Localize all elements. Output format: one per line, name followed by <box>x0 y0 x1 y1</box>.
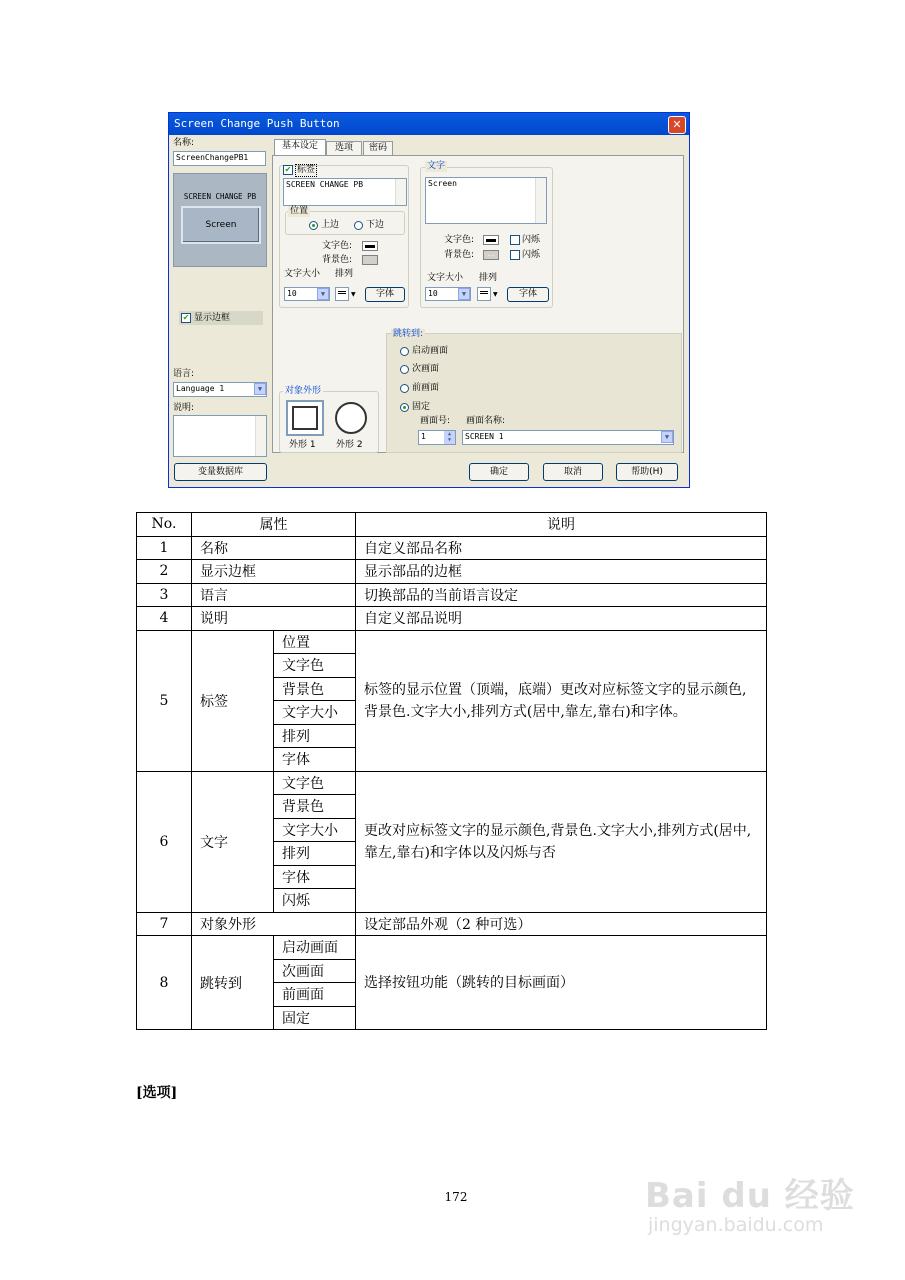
jump-fixed-label: 固定 <box>412 402 431 412</box>
screen-name-label: 画面名称: <box>466 416 506 426</box>
shape-2-option[interactable] <box>332 400 370 436</box>
tab-password[interactable]: 密码 <box>363 141 393 155</box>
label-font-size-select[interactable] <box>284 287 330 301</box>
label-text-color-label: 文字色: <box>322 241 353 251</box>
row-no: 4 <box>137 607 192 631</box>
description-scrollbar[interactable] <box>255 416 266 456</box>
table-row <box>137 936 767 960</box>
jump-start-radio[interactable] <box>400 347 409 356</box>
row-sub: 固定 <box>274 1006 356 1030</box>
text-input[interactable]: Screen <box>425 177 547 224</box>
text-align-dropdown-icon[interactable]: ▼ <box>493 291 498 298</box>
label-text-color-fill <box>365 245 375 248</box>
row-prop: 文字 <box>192 771 274 912</box>
screen-name-value: SCREEN 1 <box>465 432 504 441</box>
label-align-icon[interactable] <box>335 287 349 301</box>
table-row <box>137 560 767 584</box>
align-lines <box>480 291 488 294</box>
row-sub: 文字大小 <box>274 818 356 842</box>
table-header-row <box>137 513 767 537</box>
text-font-button[interactable]: 字体 <box>507 287 549 302</box>
label-checkbox[interactable]: ✔ <box>284 165 292 174</box>
position-bottom-label: 下边 <box>366 220 385 230</box>
row-sub: 字体 <box>274 748 356 772</box>
description-textarea[interactable] <box>173 415 267 457</box>
row-desc: 自定义部品说明 <box>356 607 767 631</box>
row-sub: 背景色 <box>274 677 356 701</box>
row-sub: 位置 <box>274 630 356 654</box>
row-prop: 显示边框 <box>192 560 356 584</box>
row-sub: 闪烁 <box>274 889 356 913</box>
variable-db-button[interactable]: 变量数据库 <box>174 463 267 481</box>
text-bg-color-label: 背景色: <box>444 250 475 260</box>
row-no: 5 <box>137 630 192 771</box>
page-number: 172 <box>444 1190 468 1204</box>
text-color-swatch[interactable] <box>483 235 499 245</box>
label-bg-color-swatch[interactable] <box>362 255 378 265</box>
section-heading: [选项] <box>136 1085 178 1101</box>
row-no: 7 <box>137 912 192 936</box>
row-desc: 标签的显示位置（顶端，底端）更改对应标签文字的显示颜色,背景色.文字大小,排列方式(居中,靠左,靠右)和字体。 <box>356 630 767 771</box>
table-row <box>137 771 767 795</box>
row-no: 3 <box>137 583 192 607</box>
text-font-size-label: 文字大小 <box>427 273 464 283</box>
header-property: 属性 <box>192 513 356 537</box>
language-value: Language 1 <box>176 384 225 393</box>
chevron-down-icon[interactable]: ▼ <box>254 383 266 395</box>
row-sub: 次画面 <box>274 959 356 983</box>
row-sub: 前画面 <box>274 983 356 1007</box>
shape-group-title: 对象外形 <box>285 386 322 396</box>
show-border-option[interactable] <box>179 311 263 325</box>
shape-1-square-icon <box>292 406 318 430</box>
row-sub: 排列 <box>274 724 356 748</box>
name-label: 名称: <box>173 138 195 148</box>
text-group-title: 文字 <box>427 161 446 171</box>
spinner-icon[interactable]: ▲ ▼ <box>444 431 455 444</box>
table-row <box>137 912 767 936</box>
position-top-radio[interactable] <box>309 221 318 230</box>
preview-label: SCREEN CHANGE PB <box>183 192 257 201</box>
jump-next-radio[interactable] <box>400 365 409 374</box>
text-color-fill <box>486 239 496 242</box>
row-prop: 语言 <box>192 583 356 607</box>
position-title: 位置 <box>290 206 309 216</box>
name-input[interactable]: ScreenChangePB1 <box>173 151 266 166</box>
property-table <box>136 512 767 1030</box>
table-row <box>137 607 767 631</box>
table-row <box>137 630 767 654</box>
blink-label-2: 闪烁 <box>522 250 541 260</box>
language-label: 语言: <box>173 369 195 379</box>
chevron-down-icon[interactable]: ▼ <box>317 288 329 300</box>
blink-checkbox-1[interactable] <box>510 235 520 245</box>
preview-panel <box>173 173 267 267</box>
label-text-input[interactable]: SCREEN CHANGE PB <box>283 178 407 206</box>
label-text-scrollbar[interactable] <box>395 179 406 205</box>
row-desc: 选择按钮功能（跳转的目标画面） <box>356 936 767 1030</box>
row-sub: 启动画面 <box>274 936 356 960</box>
label-font-button[interactable]: 字体 <box>365 287 405 302</box>
row-prop: 跳转到 <box>192 936 274 1030</box>
header-description: 说明 <box>356 513 767 537</box>
label-align-dropdown-icon[interactable]: ▼ <box>351 291 356 298</box>
row-desc: 更改对应标签文字的显示颜色,背景色.文字大小,排列方式(居中,靠左,靠右)和字体以及闪烁与否 <box>356 771 767 912</box>
row-desc: 显示部品的边框 <box>356 560 767 584</box>
screen-name-select[interactable] <box>462 430 674 445</box>
chevron-down-icon[interactable]: ▼ <box>661 431 673 443</box>
row-sub: 文字大小 <box>274 701 356 725</box>
shape-2-label: 外形 2 <box>336 440 363 450</box>
blink-checkbox-2[interactable] <box>510 250 520 260</box>
label-font-size-value: 10 <box>287 289 297 298</box>
screen-no-input[interactable] <box>418 430 456 445</box>
screen-no-value: 1 <box>421 432 426 441</box>
header-no: No. <box>137 513 192 537</box>
align-lines <box>338 291 346 294</box>
text-align-icon[interactable] <box>477 287 491 301</box>
show-border-checkbox[interactable]: ✔ <box>182 313 190 322</box>
jump-prev-radio[interactable] <box>400 384 409 393</box>
row-sub: 背景色 <box>274 795 356 819</box>
jump-next-label: 次画面 <box>412 364 440 374</box>
chevron-down-icon[interactable]: ▼ <box>458 288 470 300</box>
watermark-logo: Bai du 经验 <box>645 1176 855 1216</box>
language-select[interactable] <box>173 382 267 397</box>
shape-1-label: 外形 1 <box>289 440 316 450</box>
description-label: 说明: <box>173 403 195 413</box>
show-border-label: 显示边框 <box>194 313 231 323</box>
row-no: 1 <box>137 536 192 560</box>
row-no: 6 <box>137 771 192 912</box>
tab-basic[interactable]: 基本设定 <box>274 139 326 155</box>
text-font-size-value: 10 <box>428 289 438 298</box>
cancel-button[interactable]: 取消 <box>543 463 603 481</box>
label-bg-color-label: 背景色: <box>322 255 353 265</box>
table-row <box>137 583 767 607</box>
text-align-label: 排列 <box>479 273 498 283</box>
row-desc: 切换部品的当前语言设定 <box>356 583 767 607</box>
label-text-color-swatch[interactable] <box>362 241 378 251</box>
row-sub: 字体 <box>274 865 356 889</box>
shape-1-option[interactable] <box>286 400 324 436</box>
position-top-label: 上边 <box>321 220 340 230</box>
text-bg-color-swatch[interactable]: ... <box>483 250 499 260</box>
ok-button[interactable]: 确定 <box>469 463 529 481</box>
text-input-scrollbar[interactable] <box>535 178 546 223</box>
shape-2-circle-icon <box>335 402 367 434</box>
help-button[interactable]: 帮助(H) <box>616 463 678 481</box>
dialog-title: Screen Change Push Button <box>169 113 689 135</box>
label-checkbox-text: 标签 <box>297 165 316 175</box>
text-font-size-select[interactable] <box>425 287 471 301</box>
blink-label-1: 闪烁 <box>522 235 541 245</box>
row-desc: 自定义部品名称 <box>356 536 767 560</box>
jump-prev-label: 前画面 <box>412 383 440 393</box>
row-sub: 排列 <box>274 842 356 866</box>
watermark-url: jingyan.baidu.com <box>648 1214 824 1236</box>
text-color-label: 文字色: <box>444 235 475 245</box>
label-align-label: 排列 <box>335 269 354 279</box>
row-prop: 说明 <box>192 607 356 631</box>
row-prop: 对象外形 <box>192 912 356 936</box>
screen-no-label: 画面号: <box>420 416 451 426</box>
close-icon[interactable]: ✕ <box>668 116 686 134</box>
label-font-size-label: 文字大小 <box>284 269 321 279</box>
jump-group-title: 跳转到: <box>393 329 424 339</box>
screen-change-dialog <box>168 112 690 488</box>
row-no: 2 <box>137 560 192 584</box>
row-sub: 文字色 <box>274 654 356 678</box>
row-prop: 名称 <box>192 536 356 560</box>
jump-fixed-radio[interactable] <box>400 403 409 412</box>
tab-options[interactable]: 选项 <box>326 141 362 155</box>
preview-button: Screen <box>181 206 261 244</box>
position-bottom-radio[interactable] <box>354 221 363 230</box>
row-sub: 文字色 <box>274 771 356 795</box>
table-row <box>137 536 767 560</box>
jump-start-label: 启动画面 <box>412 346 449 356</box>
row-desc: 设定部品外观（2 种可选） <box>356 912 767 936</box>
row-prop: 标签 <box>192 630 274 771</box>
row-no: 8 <box>137 936 192 1030</box>
